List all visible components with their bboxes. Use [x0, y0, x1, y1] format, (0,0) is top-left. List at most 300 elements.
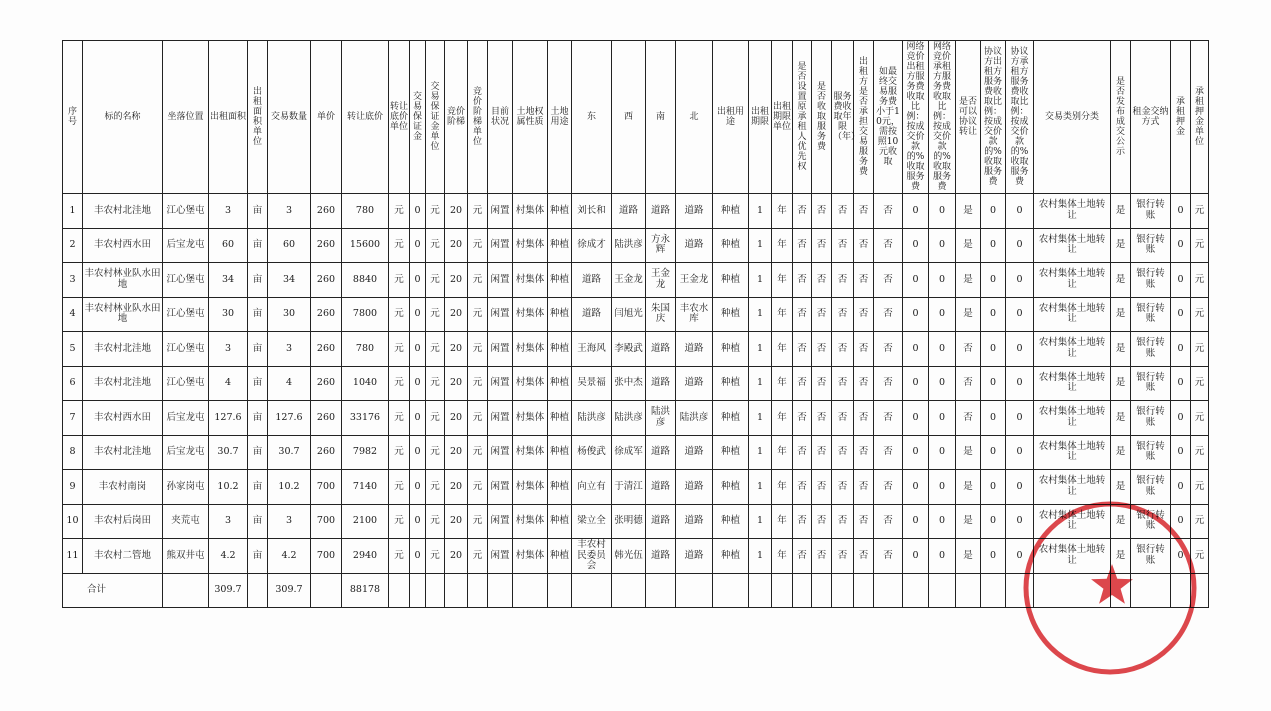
- cell-lease-area: 4: [209, 366, 248, 401]
- cell-lease-term-unit: 年: [772, 470, 793, 505]
- cell-base-price: 33176: [342, 401, 389, 436]
- cell-agreement-lessee-fee-rate: 0: [1006, 401, 1034, 436]
- cell-lease-use: 种植: [713, 228, 749, 263]
- cell-lease-deposit-unit: 元: [1191, 470, 1209, 505]
- cell-deposit-unit: 元: [426, 297, 445, 332]
- cell-service-fee-years: 否: [832, 297, 854, 332]
- cell-lease-term-unit: 年: [772, 435, 793, 470]
- cell-min-fee-rule: 否: [874, 504, 903, 539]
- cell-tenant-priority: 否: [793, 435, 812, 470]
- cell-north: 丰农水库: [676, 297, 713, 332]
- cell-trade-category: 农村集体土地转让: [1034, 435, 1111, 470]
- cell-lease-deposit: 0: [1171, 332, 1191, 367]
- cell-online-lessee-fee-rate: 0: [929, 539, 956, 574]
- cell-min-fee-rule: 否: [874, 297, 903, 332]
- cell-lease-use: 种植: [713, 366, 749, 401]
- cell-lease-term-unit: 年: [772, 228, 793, 263]
- cell-bid-step-unit: 元: [468, 539, 488, 574]
- table-row: [63, 435, 1209, 470]
- cell-base-price: 7140: [342, 470, 389, 505]
- cell-current-status: 闲置: [488, 504, 513, 539]
- header-lease-term: 出租期限: [749, 41, 772, 194]
- cell-lease-term-unit: 年: [772, 297, 793, 332]
- cell-lease-deposit-unit: 元: [1191, 401, 1209, 436]
- cell-deposit-unit: 元: [426, 228, 445, 263]
- cell-current-status: 闲置: [488, 401, 513, 436]
- header-west: 西: [612, 41, 646, 194]
- cell-service-fee-charged: 否: [812, 504, 832, 539]
- cell-bid-step: 20: [445, 366, 468, 401]
- cell-serial-no: 2: [63, 228, 83, 263]
- cell-service-fee-years: 否: [832, 435, 854, 470]
- cell-trade-category: 农村集体土地转让: [1034, 366, 1111, 401]
- cell-online-lessee-fee-rate: 0: [929, 228, 956, 263]
- cell-north: 道路: [676, 332, 713, 367]
- cell-south: 陆洪彦: [646, 401, 676, 436]
- cell-online-lessee-fee-rate: 0: [929, 401, 956, 436]
- cell-deposit-unit: 元: [426, 504, 445, 539]
- cell-lease-term: [749, 573, 772, 608]
- cell-target-name: 丰农村林业队水田地: [83, 263, 163, 298]
- cell-land-ownership: 村集体: [513, 435, 548, 470]
- header-location: 坐落位置: [163, 41, 209, 194]
- cell-east: 刘长和: [572, 194, 612, 229]
- cell-service-fee-charged: 否: [812, 470, 832, 505]
- cell-min-fee-rule: [874, 573, 903, 608]
- cell-rent-payment-method: 银行转账: [1131, 470, 1171, 505]
- cell-base-price-unit: 元: [389, 539, 410, 574]
- cell-publish-result: 是: [1111, 504, 1131, 539]
- cell-target-name: 丰农村南岗: [83, 470, 163, 505]
- cell-lessor-bears-fee: 否: [854, 401, 874, 436]
- cell-target-name: 丰农村林业队水田地: [83, 297, 163, 332]
- cell-location: [163, 573, 209, 608]
- header-agreement-lessor-fee-rate: 协议方出租方服务费收取比例：按成交价款的%收取服务费: [981, 41, 1006, 194]
- cell-base-price: 1040: [342, 366, 389, 401]
- cell-min-fee-rule: 否: [874, 332, 903, 367]
- cell-lease-term: 1: [749, 194, 772, 229]
- header-rent-payment-method: 租金交纳方式: [1131, 41, 1171, 194]
- cell-west: 张中杰: [612, 366, 646, 401]
- header-publish-result: 是否发布成交公示: [1111, 41, 1131, 194]
- cell-lease-term: 1: [749, 470, 772, 505]
- header-bid-step-unit: 竞价阶梯单位: [468, 41, 488, 194]
- cell-lease-use: 种植: [713, 297, 749, 332]
- cell-lease-use: 种植: [713, 539, 749, 574]
- cell-south: 朱国庆: [646, 297, 676, 332]
- cell-south: 道路: [646, 435, 676, 470]
- cell-east: 吴景福: [572, 366, 612, 401]
- cell-deposit: 0: [410, 504, 426, 539]
- cell-agreement-lessee-fee-rate: 0: [1006, 332, 1034, 367]
- cell-lessor-bears-fee: 否: [854, 332, 874, 367]
- cell-east: 徐成才: [572, 228, 612, 263]
- cell-deposit: 0: [410, 332, 426, 367]
- header-online-lessor-fee-rate: 网络竞价出租方服务费收取比例：按成交价款的%收取服务费: [903, 41, 929, 194]
- table-header: [63, 41, 1209, 194]
- header-agreement-transfer: 是否可以协议转让: [956, 41, 981, 194]
- cell-lessor-bears-fee: 否: [854, 228, 874, 263]
- header-north: 北: [676, 41, 713, 194]
- cell-deposit-unit: 元: [426, 435, 445, 470]
- total-row: [63, 573, 1209, 608]
- cell-agreement-lessor-fee-rate: 0: [981, 435, 1006, 470]
- cell-trade-category: 农村集体土地转让: [1034, 470, 1111, 505]
- cell-serial-no: 7: [63, 401, 83, 436]
- cell-lease-term: 1: [749, 504, 772, 539]
- cell-online-lessor-fee-rate: 0: [903, 401, 929, 436]
- cell-min-fee-rule: 否: [874, 401, 903, 436]
- cell-south: [646, 573, 676, 608]
- cell-service-fee-charged: 否: [812, 401, 832, 436]
- cell-min-fee-rule: 否: [874, 263, 903, 298]
- cell-online-lessee-fee-rate: 0: [929, 297, 956, 332]
- cell-location: 江心堡屯: [163, 263, 209, 298]
- cell-trade-quantity: 127.6: [268, 401, 311, 436]
- cell-base-price-unit: 元: [389, 194, 410, 229]
- cell-publish-result: 是: [1111, 366, 1131, 401]
- cell-trade-quantity: 60: [268, 228, 311, 263]
- cell-east: 丰农村民委员会: [572, 539, 612, 574]
- cell-service-fee-years: 否: [832, 470, 854, 505]
- cell-tenant-priority: 否: [793, 228, 812, 263]
- cell-deposit-unit: 元: [426, 194, 445, 229]
- cell-trade-quantity: 4.2: [268, 539, 311, 574]
- cell-current-status: 闲置: [488, 263, 513, 298]
- cell-online-lessor-fee-rate: [903, 573, 929, 608]
- cell-lease-use: 种植: [713, 470, 749, 505]
- cell-agreement-transfer: 是: [956, 539, 981, 574]
- cell-land-ownership: 村集体: [513, 401, 548, 436]
- cell-bid-step-unit: [468, 573, 488, 608]
- cell-east: 梁立全: [572, 504, 612, 539]
- cell-location: 后宝龙屯: [163, 228, 209, 263]
- cell-rent-payment-method: 银行转账: [1131, 401, 1171, 436]
- cell-rent-payment-method: [1131, 573, 1171, 608]
- cell-land-ownership: 村集体: [513, 228, 548, 263]
- cell-land-use: 种植: [548, 332, 572, 367]
- cell-base-price: 780: [342, 194, 389, 229]
- cell-lease-deposit-unit: 元: [1191, 332, 1209, 367]
- cell-service-fee-years: 否: [832, 504, 854, 539]
- cell-agreement-lessor-fee-rate: 0: [981, 297, 1006, 332]
- cell-service-fee-years: 否: [832, 194, 854, 229]
- cell-service-fee-charged: 否: [812, 297, 832, 332]
- cell-min-fee-rule: 否: [874, 470, 903, 505]
- cell-area-unit: 亩: [248, 401, 268, 436]
- cell-serial-no: 5: [63, 332, 83, 367]
- cell-online-lessor-fee-rate: 0: [903, 435, 929, 470]
- header-unit-price: 单价: [311, 41, 342, 194]
- header-south: 南: [646, 41, 676, 194]
- cell-publish-result: [1111, 573, 1131, 608]
- cell-publish-result: 是: [1111, 332, 1131, 367]
- cell-south: 道路: [646, 366, 676, 401]
- cell-east: 王海风: [572, 332, 612, 367]
- cell-deposit: 0: [410, 297, 426, 332]
- header-agreement-lessee-fee-rate: 协议方承租方服务费收取比例：按成交价款的%收取服务费: [1006, 41, 1034, 194]
- cell-location: 江心堡屯: [163, 297, 209, 332]
- cell-west: 李殿武: [612, 332, 646, 367]
- cell-service-fee-years: 否: [832, 263, 854, 298]
- cell-land-use: 种植: [548, 297, 572, 332]
- cell-publish-result: 是: [1111, 539, 1131, 574]
- cell-north: 道路: [676, 435, 713, 470]
- cell-north: 陆洪彦: [676, 401, 713, 436]
- header-east: 东: [572, 41, 612, 194]
- cell-deposit-unit: 元: [426, 470, 445, 505]
- cell-bid-step: 20: [445, 435, 468, 470]
- cell-west: 道路: [612, 194, 646, 229]
- cell-rent-payment-method: 银行转账: [1131, 332, 1171, 367]
- cell-east: [572, 573, 612, 608]
- cell-trade-quantity: 3: [268, 504, 311, 539]
- cell-lessor-bears-fee: 否: [854, 263, 874, 298]
- cell-area-unit: 亩: [248, 263, 268, 298]
- cell-service-fee-years: 否: [832, 332, 854, 367]
- cell-lease-area: 3: [209, 504, 248, 539]
- cell-lessor-bears-fee: 否: [854, 435, 874, 470]
- cell-lease-term-unit: 年: [772, 332, 793, 367]
- cell-service-fee-charged: 否: [812, 435, 832, 470]
- cell-bid-step: 20: [445, 228, 468, 263]
- cell-bid-step-unit: 元: [468, 435, 488, 470]
- cell-online-lessee-fee-rate: [929, 573, 956, 608]
- cell-current-status: 闲置: [488, 332, 513, 367]
- cell-rent-payment-method: 银行转账: [1131, 366, 1171, 401]
- cell-lease-term: 1: [749, 539, 772, 574]
- cell-base-price-unit: 元: [389, 504, 410, 539]
- table-row: [63, 263, 1209, 298]
- cell-rent-payment-method: 银行转账: [1131, 228, 1171, 263]
- cell-trade-quantity: 4: [268, 366, 311, 401]
- cell-lease-area: 30.7: [209, 435, 248, 470]
- table-row: [63, 194, 1209, 229]
- cell-serial-no: 1: [63, 194, 83, 229]
- cell-bid-step-unit: 元: [468, 366, 488, 401]
- cell-service-fee-charged: 否: [812, 228, 832, 263]
- cell-trade-category: 农村集体土地转让: [1034, 194, 1111, 229]
- cell-online-lessor-fee-rate: 0: [903, 366, 929, 401]
- cell-serial-no: 3: [63, 263, 83, 298]
- cell-area-unit: 亩: [248, 228, 268, 263]
- cell-agreement-lessor-fee-rate: 0: [981, 332, 1006, 367]
- cell-location: 后宝龙屯: [163, 401, 209, 436]
- cell-lease-deposit-unit: 元: [1191, 539, 1209, 574]
- cell-location: 熊双井屯: [163, 539, 209, 574]
- cell-online-lessee-fee-rate: 0: [929, 194, 956, 229]
- cell-area-unit: 亩: [248, 332, 268, 367]
- cell-base-price-unit: 元: [389, 401, 410, 436]
- cell-tenant-priority: 否: [793, 194, 812, 229]
- cell-west: 张明德: [612, 504, 646, 539]
- cell-east: 道路: [572, 297, 612, 332]
- cell-current-status: 闲置: [488, 470, 513, 505]
- cell-land-use: [548, 573, 572, 608]
- cell-land-ownership: 村集体: [513, 297, 548, 332]
- cell-lease-area: 3: [209, 332, 248, 367]
- cell-lease-deposit-unit: 元: [1191, 194, 1209, 229]
- cell-lessor-bears-fee: [854, 573, 874, 608]
- header-land-use: 土地用途: [548, 41, 572, 194]
- cell-lease-deposit: 0: [1171, 297, 1191, 332]
- cell-service-fee-charged: 否: [812, 263, 832, 298]
- cell-serial-no: 8: [63, 435, 83, 470]
- cell-agreement-lessee-fee-rate: 0: [1006, 194, 1034, 229]
- cell-trade-category: 农村集体土地转让: [1034, 297, 1111, 332]
- cell-agreement-lessee-fee-rate: [1006, 573, 1034, 608]
- cell-min-fee-rule: 否: [874, 366, 903, 401]
- cell-agreement-lessor-fee-rate: 0: [981, 504, 1006, 539]
- cell-agreement-lessor-fee-rate: 0: [981, 401, 1006, 436]
- cell-trade-category: 农村集体土地转让: [1034, 401, 1111, 436]
- header-deposit: 交易保证金: [410, 41, 426, 194]
- cell-land-use: 种植: [548, 504, 572, 539]
- cell-agreement-transfer: 否: [956, 332, 981, 367]
- cell-land-ownership: 村集体: [513, 194, 548, 229]
- cell-lease-deposit: 0: [1171, 228, 1191, 263]
- cell-base-price-unit: 元: [389, 332, 410, 367]
- cell-service-fee-charged: 否: [812, 539, 832, 574]
- cell-tenant-priority: 否: [793, 332, 812, 367]
- cell-rent-payment-method: 银行转账: [1131, 297, 1171, 332]
- cell-bid-step: [445, 573, 468, 608]
- cell-land-use: 种植: [548, 263, 572, 298]
- cell-bid-step-unit: 元: [468, 470, 488, 505]
- cell-south: 道路: [646, 539, 676, 574]
- cell-service-fee-years: 否: [832, 539, 854, 574]
- cell-lease-deposit: 0: [1171, 194, 1191, 229]
- cell-land-use: 种植: [548, 194, 572, 229]
- cell-unit-price: [311, 573, 342, 608]
- cell-target-name: 丰农村西水田: [83, 228, 163, 263]
- header-min-fee-rule: 如最终交易服务费小于10元，需按照10元收取: [874, 41, 903, 194]
- cell-land-use: 种植: [548, 435, 572, 470]
- cell-land-use: 种植: [548, 470, 572, 505]
- cell-bid-step: 20: [445, 401, 468, 436]
- cell-base-price-unit: 元: [389, 470, 410, 505]
- cell-base-price: 2940: [342, 539, 389, 574]
- cell-lease-deposit-unit: 元: [1191, 366, 1209, 401]
- cell-serial-no: 6: [63, 366, 83, 401]
- cell-online-lessor-fee-rate: 0: [903, 539, 929, 574]
- cell-base-price-unit: 元: [389, 297, 410, 332]
- cell-current-status: [488, 573, 513, 608]
- cell-trade-category: 农村集体土地转让: [1034, 504, 1111, 539]
- cell-deposit-unit: 元: [426, 401, 445, 436]
- cell-tenant-priority: 否: [793, 401, 812, 436]
- cell-base-price-unit: [389, 573, 410, 608]
- cell-lease-term: 1: [749, 332, 772, 367]
- header-deposit-unit: 交易保证金单位: [426, 41, 445, 194]
- cell-lease-term-unit: 年: [772, 401, 793, 436]
- cell-land-use: 种植: [548, 539, 572, 574]
- cell-west: [612, 573, 646, 608]
- cell-target-name: 丰农村二管地: [83, 539, 163, 574]
- cell-service-fee-charged: [812, 573, 832, 608]
- cell-deposit: 0: [410, 401, 426, 436]
- cell-west: 徐成军: [612, 435, 646, 470]
- cell-base-price: 780: [342, 332, 389, 367]
- cell-lease-deposit: 0: [1171, 263, 1191, 298]
- cell-target-name: 丰农村北洼地: [83, 366, 163, 401]
- cell-trade-category: 农村集体土地转让: [1034, 228, 1111, 263]
- cell-lease-term-unit: 年: [772, 263, 793, 298]
- cell-agreement-lessor-fee-rate: 0: [981, 263, 1006, 298]
- cell-agreement-lessee-fee-rate: 0: [1006, 504, 1034, 539]
- cell-unit-price: 260: [311, 228, 342, 263]
- cell-bid-step: 20: [445, 539, 468, 574]
- cell-lease-area: 34: [209, 263, 248, 298]
- cell-west: 陆洪彦: [612, 401, 646, 436]
- cell-lease-term-unit: 年: [772, 539, 793, 574]
- cell-rent-payment-method: 银行转账: [1131, 504, 1171, 539]
- cell-south: 道路: [646, 504, 676, 539]
- cell-north: 道路: [676, 539, 713, 574]
- cell-lease-area: 4.2: [209, 539, 248, 574]
- total-lease-area: 309.7: [209, 573, 248, 608]
- cell-location: 夹荒屯: [163, 504, 209, 539]
- cell-unit-price: 260: [311, 194, 342, 229]
- cell-bid-step-unit: 元: [468, 504, 488, 539]
- header-base-price: 转让底价: [342, 41, 389, 194]
- cell-base-price: 15600: [342, 228, 389, 263]
- cell-north: 道路: [676, 194, 713, 229]
- cell-lease-deposit: [1171, 573, 1191, 608]
- cell-base-price-unit: 元: [389, 228, 410, 263]
- cell-trade-quantity: 30: [268, 297, 311, 332]
- cell-agreement-transfer: 是: [956, 504, 981, 539]
- cell-lease-deposit: 0: [1171, 539, 1191, 574]
- cell-agreement-lessee-fee-rate: 0: [1006, 297, 1034, 332]
- cell-tenant-priority: 否: [793, 470, 812, 505]
- cell-online-lessee-fee-rate: 0: [929, 366, 956, 401]
- cell-land-ownership: 村集体: [513, 539, 548, 574]
- header-trade-category: 交易类别分类: [1034, 41, 1111, 194]
- cell-lease-use: 种植: [713, 504, 749, 539]
- cell-bid-step-unit: 元: [468, 194, 488, 229]
- cell-min-fee-rule: 否: [874, 194, 903, 229]
- cell-lessor-bears-fee: 否: [854, 539, 874, 574]
- cell-online-lessor-fee-rate: 0: [903, 194, 929, 229]
- cell-west: 王金龙: [612, 263, 646, 298]
- cell-deposit: 0: [410, 194, 426, 229]
- cell-current-status: 闲置: [488, 228, 513, 263]
- header-land-ownership: 土地权属性质: [513, 41, 548, 194]
- cell-base-price: 7800: [342, 297, 389, 332]
- cell-south: 道路: [646, 332, 676, 367]
- cell-target-name: 丰农村北洼地: [83, 332, 163, 367]
- header-service-fee-charged: 是否收取服务费: [812, 41, 832, 194]
- cell-north: 道路: [676, 504, 713, 539]
- cell-service-fee-years: 否: [832, 228, 854, 263]
- cell-agreement-transfer: 是: [956, 470, 981, 505]
- cell-agreement-transfer: 是: [956, 228, 981, 263]
- cell-publish-result: 是: [1111, 470, 1131, 505]
- cell-rent-payment-method: 银行转账: [1131, 435, 1171, 470]
- cell-lease-term: 1: [749, 228, 772, 263]
- cell-online-lessee-fee-rate: 0: [929, 332, 956, 367]
- cell-lease-term-unit: 年: [772, 194, 793, 229]
- cell-tenant-priority: 否: [793, 297, 812, 332]
- cell-online-lessee-fee-rate: 0: [929, 504, 956, 539]
- cell-east: 道路: [572, 263, 612, 298]
- cell-agreement-lessee-fee-rate: 0: [1006, 539, 1034, 574]
- header-bid-step: 竞价阶梯: [445, 41, 468, 194]
- cell-service-fee-charged: 否: [812, 332, 832, 367]
- total-base-price: 88178: [342, 573, 389, 608]
- cell-west: 闫旭光: [612, 297, 646, 332]
